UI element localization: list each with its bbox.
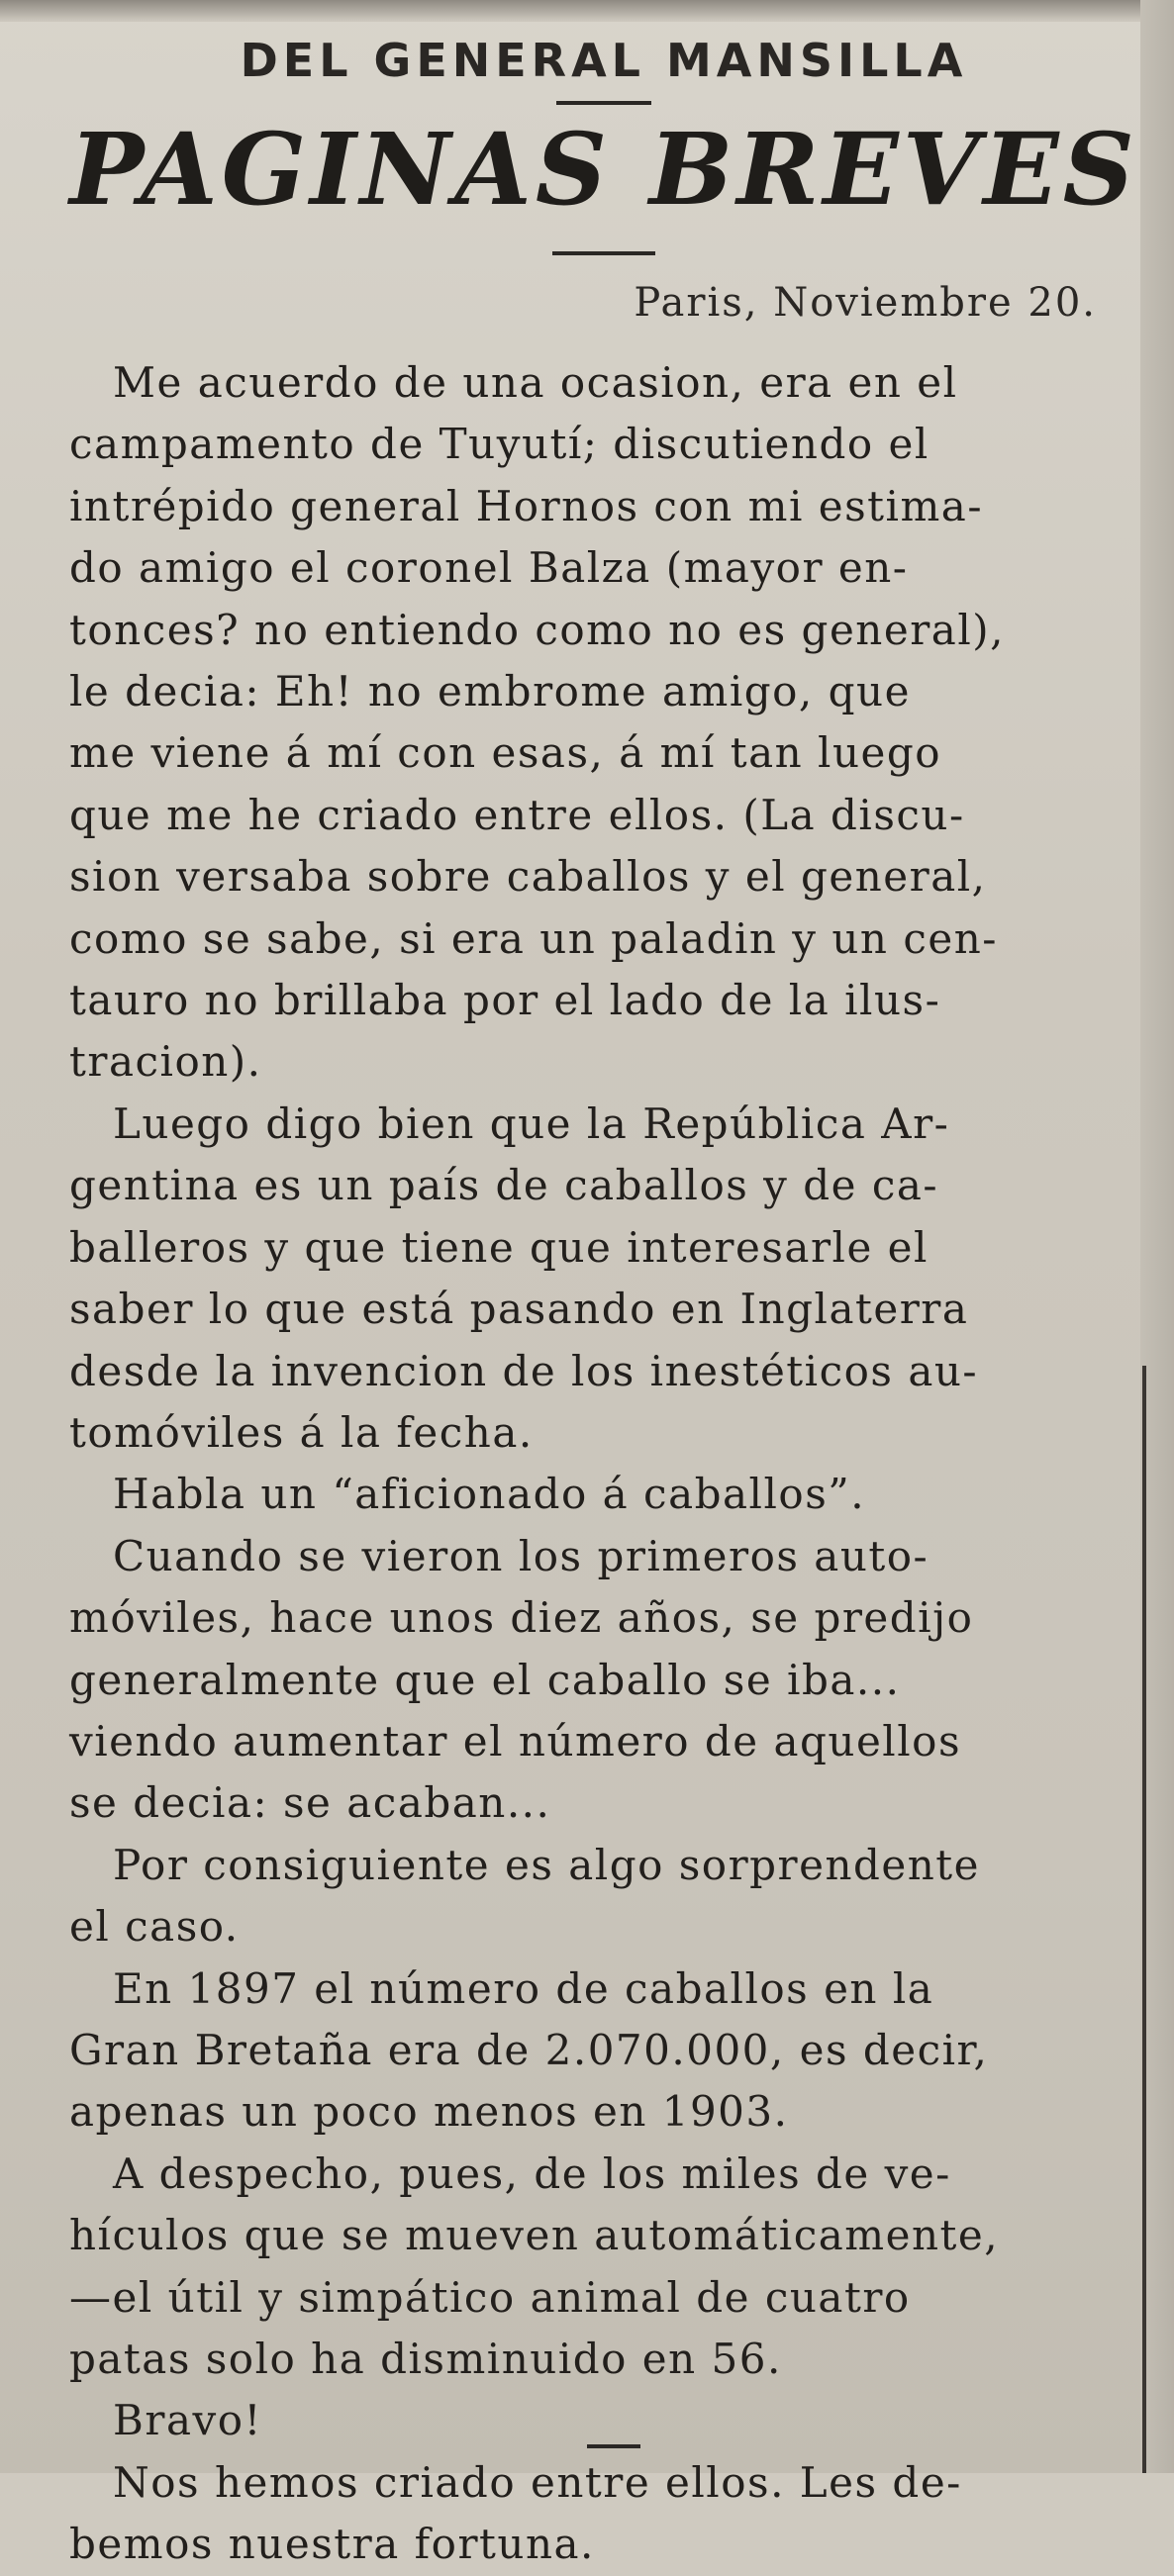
paragraph-line: Nos hemos criado entre ellos. Les de- xyxy=(113,2457,962,2507)
article-kicker: DEL GENERAL MANSILLA xyxy=(240,34,968,87)
paragraph-line: se decia: se acaban... xyxy=(69,1778,551,1828)
article-dateline: Paris, Noviembre 20. xyxy=(634,280,1097,326)
torn-top-edge xyxy=(0,0,1174,22)
paragraph-line: saber lo que está pasando en Inglaterra xyxy=(69,1285,969,1334)
paragraph-line: tracion). xyxy=(69,1037,262,1087)
paragraph-line: En 1897 el número de caballos en la xyxy=(113,1963,934,2013)
paragraph-line: campamento de Tuyutí; discutiendo el xyxy=(69,420,929,469)
paragraph-line: balleros y que tiene que interesarle el xyxy=(69,1222,929,1272)
paragraph-line: desde la invencion de los inestéticos au- xyxy=(69,1346,979,1395)
paragraph-line: Cuando se vieron los primeros auto- xyxy=(113,1531,929,1580)
paragraph-line: como se sabe, si era un paladin y un cen- xyxy=(69,913,998,963)
article-paragraph xyxy=(69,1526,1138,1835)
paragraph-line: me viene á mí con esas, á mí tan luego xyxy=(69,728,942,778)
paragraph-line: Habla un “aficionado á caballos”. xyxy=(113,1470,866,1519)
paragraph-line: apenas un poco menos en 1903. xyxy=(69,2087,789,2137)
paragraph-line: Bravo! xyxy=(113,2396,262,2445)
paragraph-line: tauro no brillaba por el lado de la ilus- xyxy=(69,976,941,1025)
article-paragraph xyxy=(69,2390,1138,2451)
article-column xyxy=(69,28,1138,2576)
paragraph-line: le decia: Eh! no embrome amigo, que xyxy=(69,667,911,716)
headline-rule xyxy=(552,251,655,255)
article-paragraph xyxy=(69,352,1138,1094)
paragraph-line: móviles, hace unos diez años, se predijo xyxy=(69,1593,974,1643)
article-headline: PAGINAS BREVES xyxy=(69,111,1138,228)
paragraph-line: Por consiguiente es algo sorprendente xyxy=(113,1840,981,1889)
paragraph-line: Luego digo bien que la República Ar- xyxy=(113,1098,950,1148)
paragraph-line: Me acuerdo de una ocasion, era en el xyxy=(113,358,958,407)
article-body xyxy=(69,352,1138,2576)
closing-rule xyxy=(587,2444,640,2448)
paragraph-line: patas solo ha disminuido en 56. xyxy=(69,2335,782,2383)
paragraph-line: hículos que se mueven automáticamente, xyxy=(69,2211,1000,2260)
paragraph-line: A despecho, pues, de los miles de ve- xyxy=(113,2148,951,2198)
column-divider xyxy=(1142,1366,1146,2473)
paragraph-line: —el útil y simpático animal de cuatro xyxy=(69,2272,911,2322)
article-paragraph xyxy=(69,1464,1138,1525)
paragraph-line: Gran Bretaña era de 2.070.000, es decir, xyxy=(69,2025,989,2074)
paragraph-line: el caso. xyxy=(69,1902,240,1952)
article-paragraph xyxy=(69,2144,1138,2391)
article-paragraph xyxy=(69,1835,1138,1958)
paragraph-line: tomóviles á la fecha. xyxy=(69,1407,534,1457)
paragraph-line: viendo aumentar el número de aquellos xyxy=(69,1716,962,1765)
paragraph-line: sion versaba sobre caballos y el general, xyxy=(69,852,987,902)
paragraph-line: tonces? no entiendo como no es general), xyxy=(69,605,1005,654)
paragraph-line: bemos nuestra fortuna. xyxy=(69,2520,595,2569)
paragraph-line: do amigo el coronel Balza (mayor en- xyxy=(69,543,909,593)
article-paragraph xyxy=(69,2452,1138,2576)
paragraph-line: que me he criado entre ellos. (La discu- xyxy=(69,790,965,839)
article-paragraph xyxy=(69,1094,1138,1464)
paragraph-line: gentina es un país de caballos y de ca- xyxy=(69,1161,939,1210)
paragraph-line: intrépido general Hornos con mi estima- xyxy=(69,481,984,530)
paragraph-line: generalmente que el caballo se iba... xyxy=(69,1655,901,1704)
article-paragraph xyxy=(69,1958,1138,2144)
